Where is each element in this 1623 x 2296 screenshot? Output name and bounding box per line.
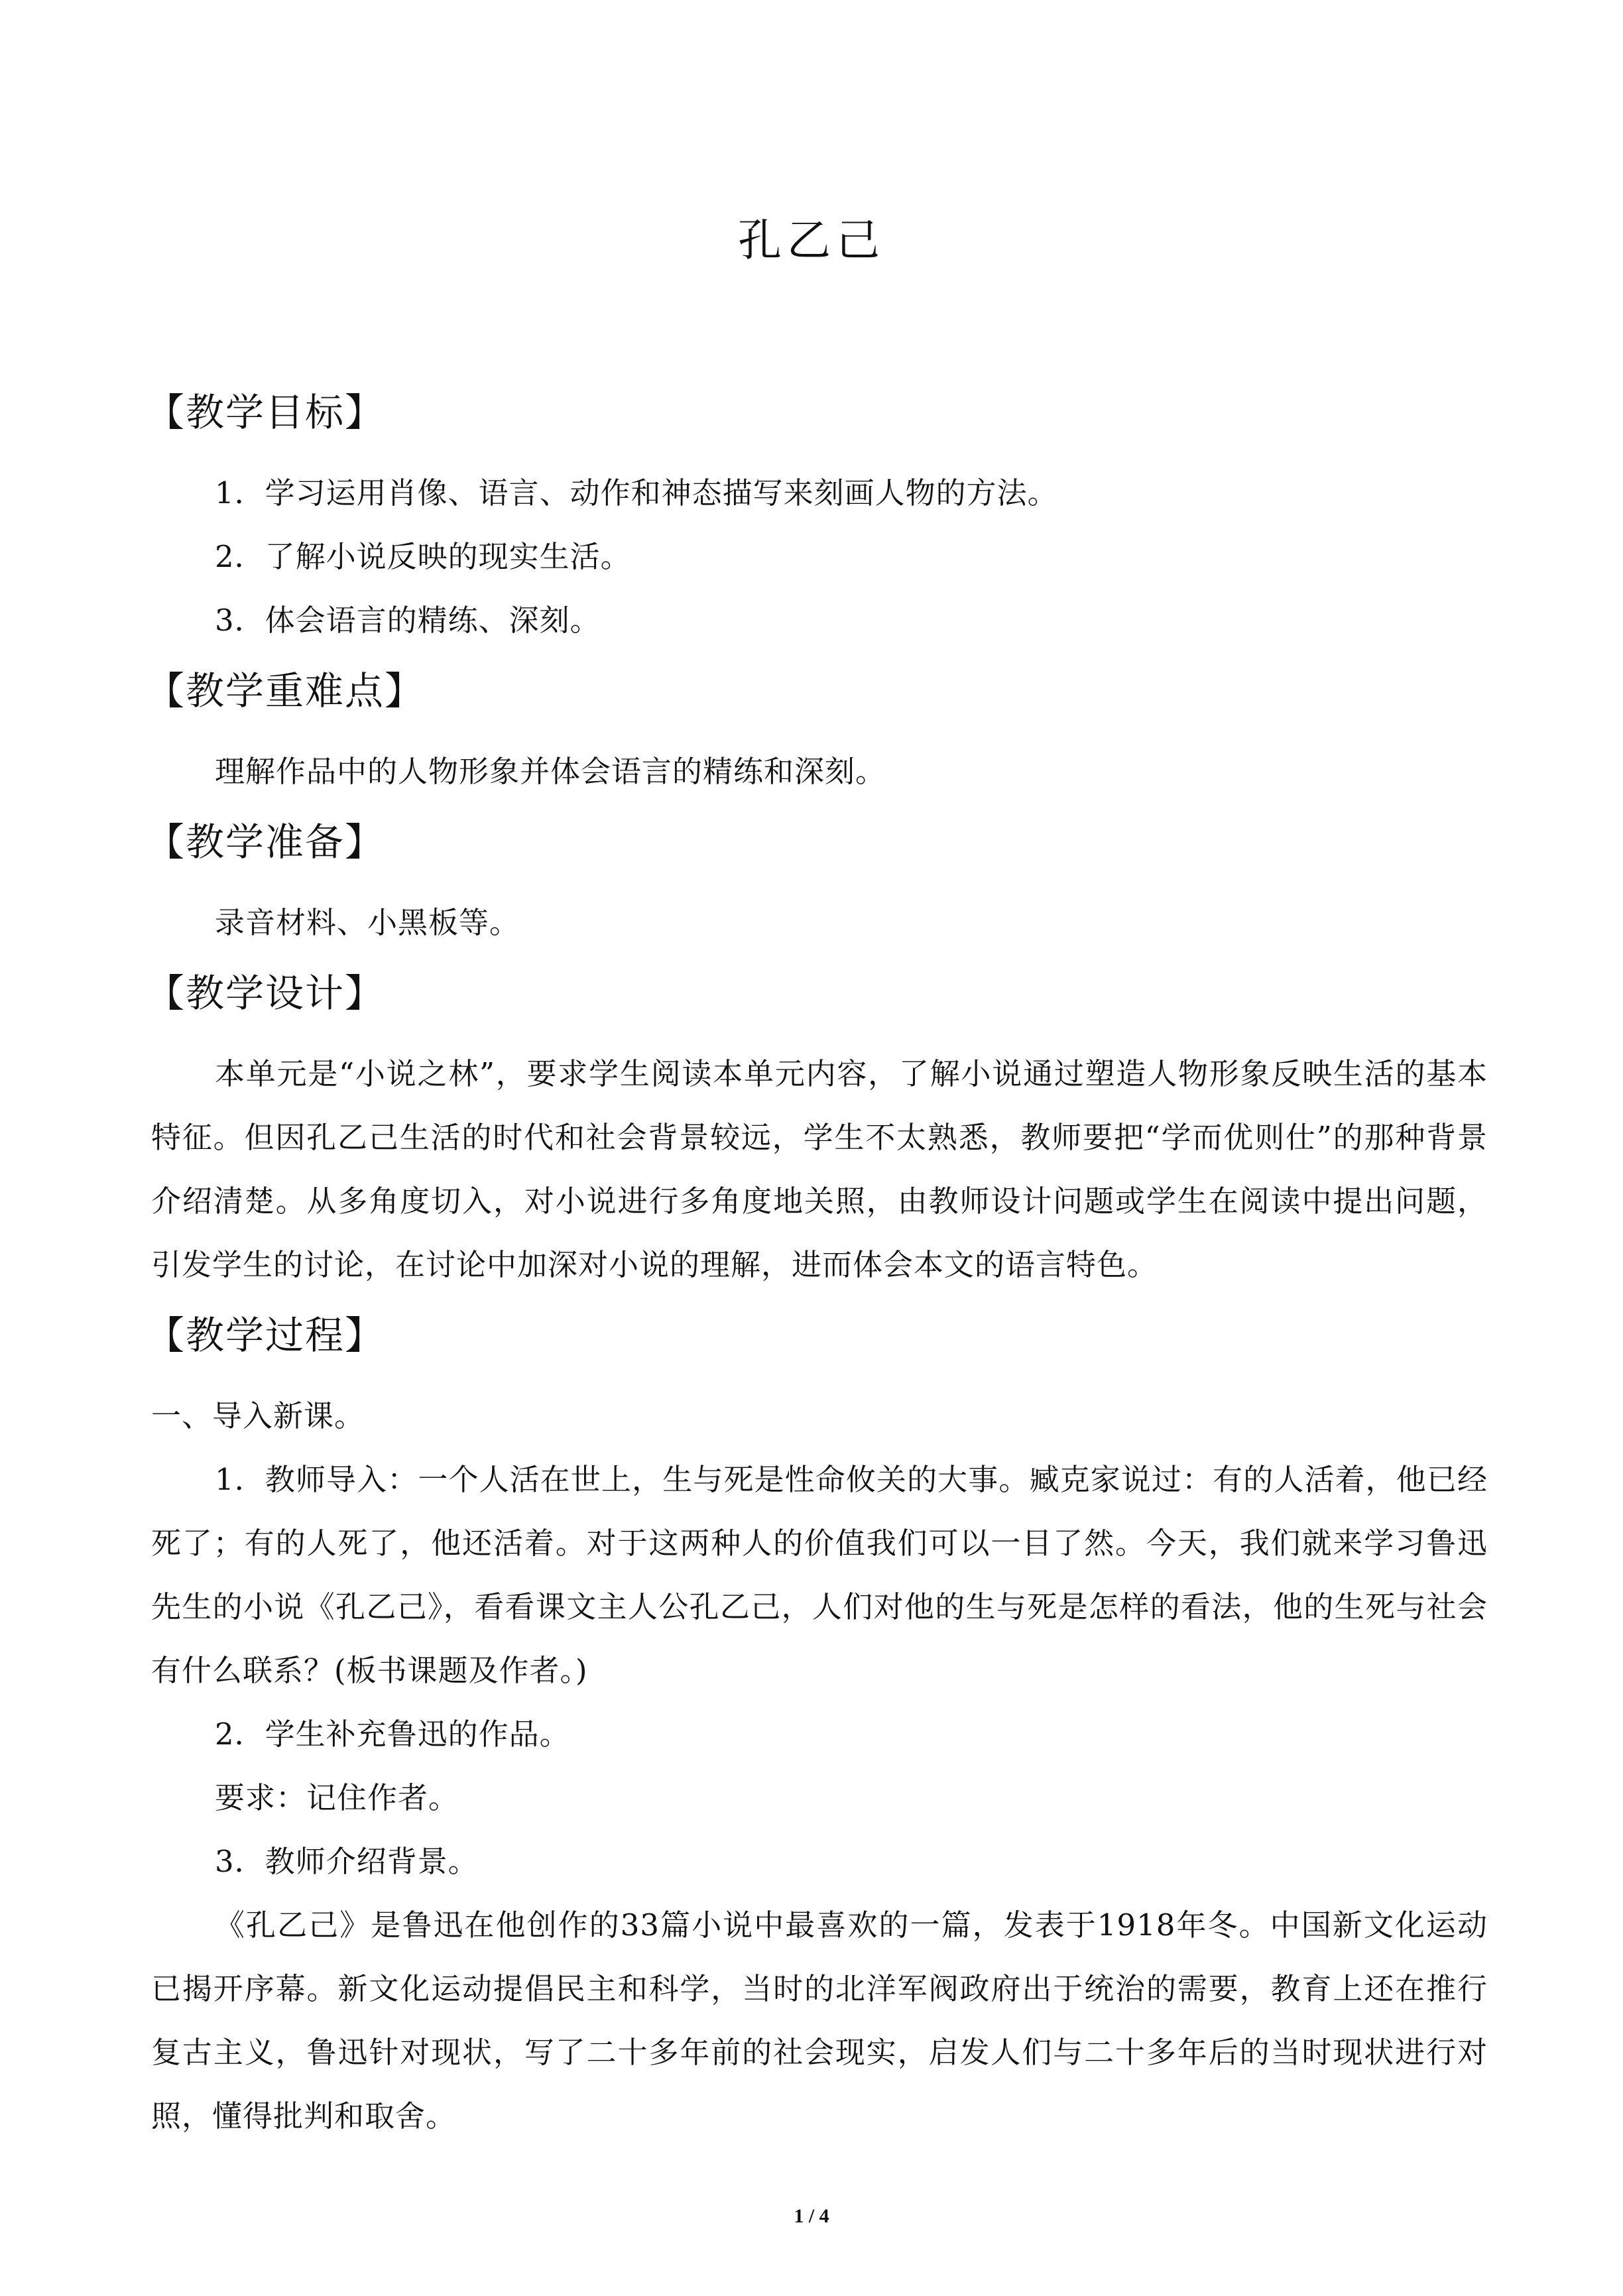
process-paragraph: 要求：记住作者。 (215, 1780, 459, 1815)
design-paragraph: 本单元是“小说之林”，要求学生阅读本单元内容，了解小说通过塑造人物形象反映生活的基本特征。但因孔乙己生活的时代和社会背景较远，学生不太熟悉，教师要把“学而优则仕”的那种背景介绍清楚。从多角度切入，对小说进行多角度地关照，由教师设计问题或学生在阅读中提出问题，引发学生的讨论，在讨论中加深对小说的理解，进而体会本文的语言特色。 (151, 1056, 1488, 1282)
section-heading-process: 【教学过程】 (146, 1313, 385, 1358)
document-title: 孔乙己 (738, 215, 885, 266)
process-paragraph: 2．学生补充鲁迅的作品。 (215, 1717, 570, 1752)
page-number: 1 / 4 (794, 2205, 829, 2227)
document-body (146, 379, 1488, 2148)
goal-item: 3．体会语言的精练、深刻。 (215, 603, 601, 638)
process-paragraph: 《孔乙己》是鲁迅在他创作的33篇小说中最喜欢的一篇，发表于1918年冬。中国新文化运动已揭开序幕。新文化运动提倡民主和科学，当时的北洋军阀政府出于统治的需要，教育上还在推行复古主义，鲁迅针对现状，写了二十多年前的社会现实，启发人们与二十多年后的当时现状进行对照，懂得批判和取舍。 (151, 1907, 1488, 2134)
section-heading-goals: 【教学目标】 (146, 390, 385, 435)
section-heading-keypoints: 【教学重难点】 (146, 668, 425, 713)
process-paragraph: 3．教师介绍背景。 (215, 1844, 479, 1879)
preparation-paragraph: 录音材料、小黑板等。 (215, 905, 520, 940)
goal-item: 2．了解小说反映的现实生活。 (215, 539, 631, 574)
section-heading-preparation: 【教学准备】 (146, 819, 385, 865)
keypoints-paragraph: 理解作品中的人物形象并体会语言的精练和深刻。 (215, 754, 886, 789)
goal-item: 1．学习运用肖像、语言、动作和神态描写来刻画人物的方法。 (215, 475, 1058, 511)
process-step-title: 一、导入新课。 (151, 1398, 365, 1433)
section-heading-design: 【教学设计】 (146, 971, 385, 1016)
process-paragraph: 1．教师导入：一个人活在世上，生与死是性命攸关的大事。臧克家说过：有的人活着，他已经死了；有的人死了，他还活着。对于这两种人的价值我们可以一目了然。今天，我们就来学习鲁迅先生的小说《孔乙己》，看看课文主人公孔乙己，人们对他的生与死是怎样的看法，他的生死与社会有什么联系？(板书课题及作者。) (151, 1462, 1488, 1688)
